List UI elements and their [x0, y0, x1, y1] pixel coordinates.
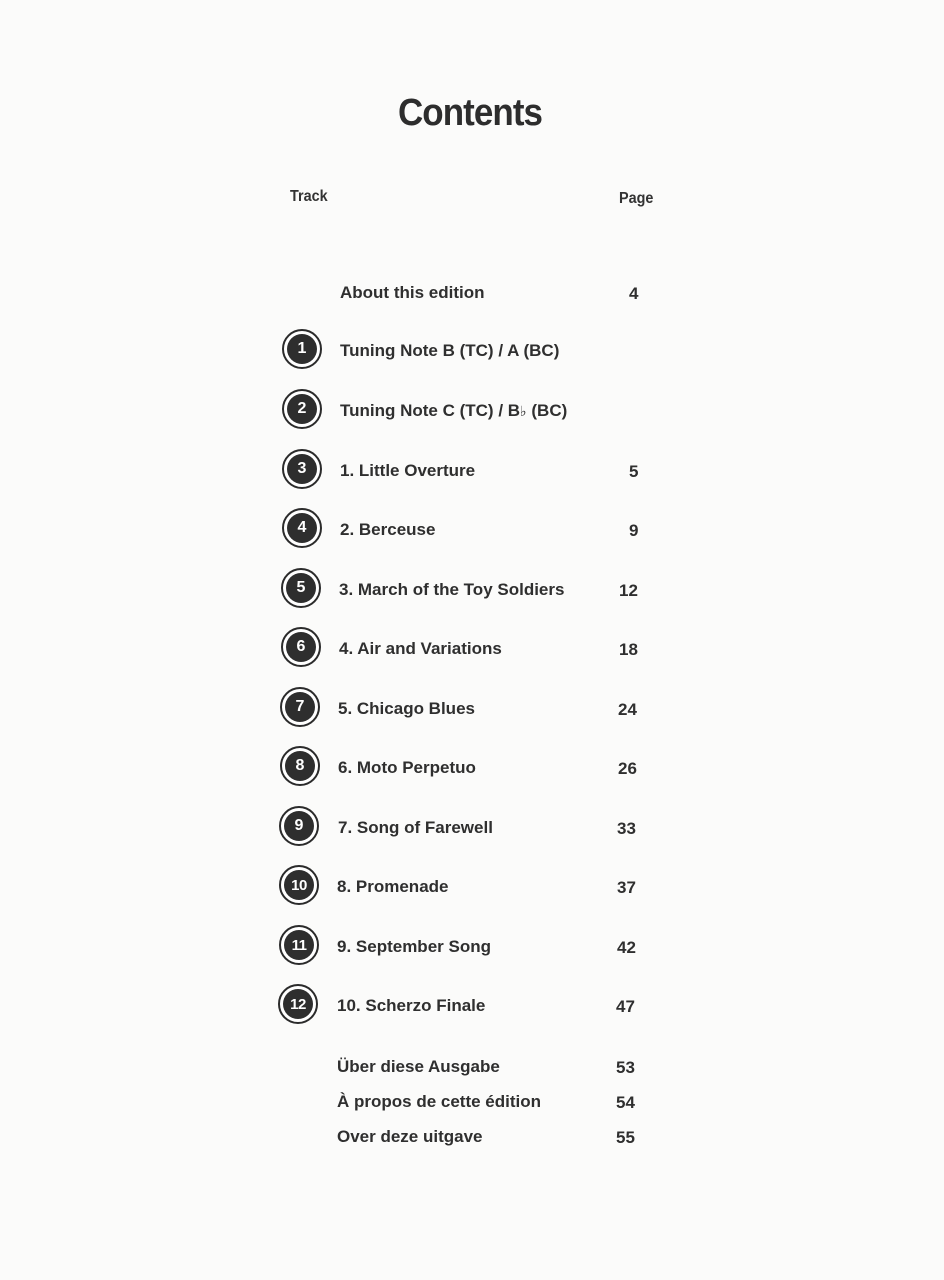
track-number: 8 — [285, 751, 315, 781]
entry-title: 8. Promenade — [337, 877, 449, 896]
track-number: 6 — [286, 632, 316, 662]
track-number: 12 — [283, 989, 313, 1019]
track-row — [0, 389, 944, 433]
track-row — [0, 568, 944, 612]
track-row — [0, 449, 944, 493]
toc-entry-appendix — [0, 1127, 944, 1171]
entry-title: 1. Little Overture — [340, 461, 476, 480]
track-row — [0, 687, 944, 731]
track-number: 7 — [285, 692, 315, 722]
track-number-badge — [280, 687, 320, 727]
entry-page: 4 — [629, 284, 639, 303]
track-number-badge — [278, 984, 318, 1024]
entry-title: Über diese Ausgabe — [337, 1057, 500, 1076]
track-row — [0, 746, 944, 790]
entry-title-suffix: (BC) — [526, 401, 568, 420]
flat-sign-icon: ♭ — [520, 404, 527, 420]
entry-page: 54 — [616, 1093, 635, 1112]
track-number: 9 — [284, 811, 314, 841]
track-number-badge — [282, 449, 322, 489]
entry-title: 5. Chicago Blues — [338, 699, 475, 718]
track-number-badge — [279, 806, 319, 846]
track-number-badge — [282, 389, 322, 429]
track-number-badge — [281, 568, 321, 608]
entry-title — [340, 401, 567, 422]
track-number-badge — [280, 746, 320, 786]
page-column-header: Page — [619, 190, 654, 207]
entry-page: 18 — [619, 640, 638, 659]
entry-title: 3. March of the Toy Soldiers — [339, 580, 565, 599]
track-row — [0, 865, 944, 909]
entry-page: 33 — [617, 819, 636, 838]
entry-page: 42 — [617, 938, 636, 957]
entry-page: 9 — [629, 521, 639, 540]
track-number: 11 — [284, 930, 314, 960]
entry-page: 55 — [616, 1128, 635, 1147]
track-row — [0, 925, 944, 969]
entry-title-text: Tuning Note B (TC) / A (BC) — [340, 341, 560, 360]
track-row — [0, 806, 944, 850]
entry-page: 26 — [618, 759, 637, 778]
track-number-badge — [282, 508, 322, 548]
entry-title: 6. Moto Perpetuo — [338, 758, 476, 777]
track-number: 10 — [284, 870, 314, 900]
entry-page: 53 — [616, 1058, 635, 1077]
track-number: 4 — [287, 513, 317, 543]
track-number-badge — [279, 925, 319, 965]
track-row — [0, 508, 944, 552]
entry-title-text: Tuning Note C (TC) / B — [340, 401, 521, 420]
track-row — [0, 984, 944, 1028]
track-row — [0, 627, 944, 671]
entry-title: 2. Berceuse — [340, 520, 436, 539]
entry-title: 4. Air and Variations — [339, 639, 502, 658]
page-title: Contents — [397, 92, 543, 134]
track-number: 3 — [287, 454, 317, 484]
entry-title: Over deze uitgave — [337, 1127, 483, 1146]
entry-page: 47 — [616, 997, 635, 1016]
entry-page: 5 — [629, 462, 639, 481]
entry-title: About this edition — [340, 283, 485, 302]
track-number-badge — [282, 329, 322, 369]
toc-entry-about — [0, 282, 944, 326]
entry-title: À propos de cette édition — [337, 1092, 542, 1111]
track-number: 1 — [287, 334, 317, 364]
entry-title: 7. Song of Farewell — [338, 818, 493, 837]
entry-title: 9. September Song — [337, 937, 491, 956]
entry-page: 12 — [619, 581, 638, 600]
entry-page: 37 — [617, 878, 636, 897]
track-number-badge — [279, 865, 319, 905]
track-row — [0, 329, 944, 373]
entry-title — [340, 341, 559, 361]
track-number: 2 — [287, 394, 317, 424]
entry-title: 10. Scherzo Finale — [337, 996, 486, 1015]
entry-page: 24 — [618, 700, 637, 719]
track-number: 5 — [286, 573, 316, 603]
track-column-header: Track — [290, 188, 328, 205]
track-number-badge — [281, 627, 321, 667]
